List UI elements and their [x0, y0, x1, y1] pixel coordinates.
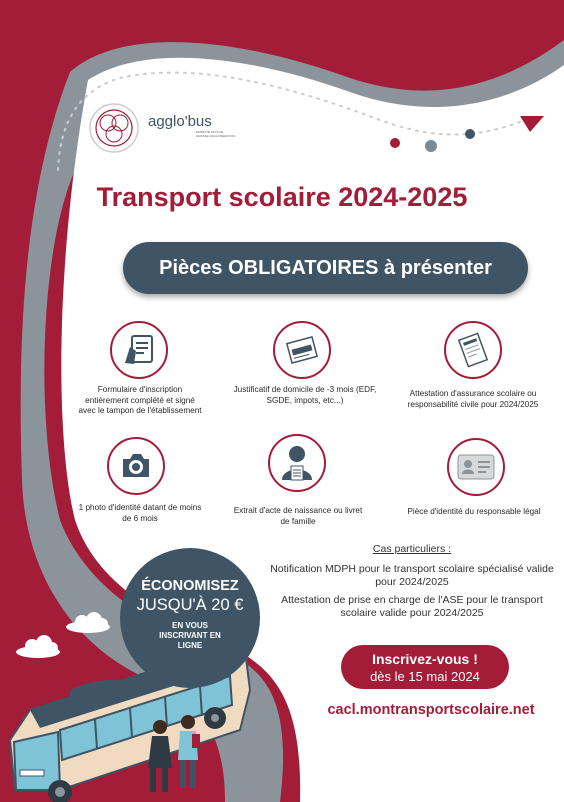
route-dot-grey: [425, 140, 437, 152]
savings-badge: [120, 548, 260, 688]
person-document-icon: [268, 434, 326, 492]
cas-item-ase: Attestation de prise en charge de l'ASE pour le transport scolaire valide pour 2024/2025: [281, 594, 543, 619]
savings-line-1: ÉCONOMISEZ: [141, 578, 239, 594]
camera-icon: [107, 437, 165, 495]
piece-caption-photo: 1 photo d'identité datant de moins de 6 mois: [78, 503, 202, 523]
savings-line-2: JUSQU'À 20 €: [136, 596, 244, 614]
brand-tagline: MOBILITÉ PAYS DE GRASSE AGGLOMÉRATION: [196, 130, 236, 138]
logo-emblem: [90, 104, 138, 152]
cloud-left: [16, 635, 60, 658]
savings-line-3: EN VOUS INSCRIVANT EN LIGNE: [159, 621, 221, 650]
website-link[interactable]: cacl.montransportscolaire.net: [327, 702, 535, 718]
cas-item-mdph: Notification MDPH pour le transport scolaire spécialisé valide pour 2024/2025: [270, 563, 554, 588]
piece-caption-invoice: Justificatif de domicile de -3 mois (EDF, SGDE, impots, etc...): [233, 385, 377, 405]
form-icon: [110, 321, 168, 379]
cas-particuliers-heading: Cas particuliers :: [372, 543, 452, 555]
brand-name: agglo'bus: [148, 113, 212, 130]
register-title: Inscrivez-vous !: [372, 651, 478, 667]
route-dot-red: [390, 138, 400, 148]
invoice-icon: [273, 321, 331, 379]
register-badge: [341, 645, 509, 689]
piece-caption-id: Pièce d'identité du responsable légal: [407, 507, 541, 516]
pieces-heading-banner: Pièces OBLIGATOIRES à présenter: [123, 242, 528, 294]
brand-wordmark: [148, 113, 212, 130]
page-title: Transport scolaire 2024-2025: [96, 182, 468, 212]
id-card-icon: [447, 438, 505, 496]
register-date: dès le 15 mai 2024: [370, 669, 480, 684]
piece-caption-birth-certificate: Extrait d'acte de naissance ou livret de famille: [233, 506, 363, 526]
route-dot-slate: [465, 129, 475, 139]
piece-caption-form: Formulaire d'inscription entièrement complété et signé avec le tampon de l'établissement: [78, 385, 202, 415]
insurance-document-icon: [444, 321, 502, 379]
piece-caption-insurance: Attestation d'assurance scolaire ou responsabilité civile pour 2024/2025: [407, 389, 539, 409]
